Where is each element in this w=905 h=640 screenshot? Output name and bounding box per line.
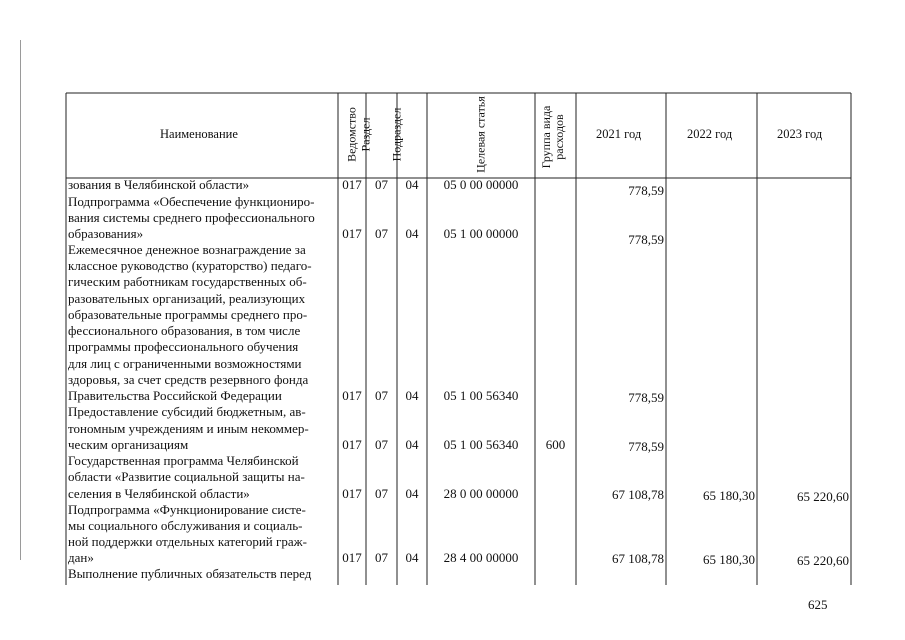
- cell-section: 07: [375, 388, 388, 403]
- name-line: здоровья, за счет средств резервного фонда: [68, 372, 309, 387]
- cell-target-item: 05 1 00 56340: [443, 388, 519, 403]
- cell-department: 017: [342, 550, 362, 565]
- cell-subsection: 04: [405, 388, 419, 403]
- cell-target-item: 05 0 00 00000: [443, 177, 519, 192]
- name-line: Выполнение публичных обязательств перед: [68, 566, 312, 581]
- cell-2023: 65 220,60: [797, 553, 849, 568]
- name-line: области «Развитие социальной защиты на-: [68, 469, 305, 484]
- cell-target-item: 28 4 00 00000: [443, 550, 519, 565]
- cell-target-item: 28 0 00 00000: [443, 486, 519, 501]
- cell-subsection: 04: [405, 550, 419, 565]
- header-section: Раздел: [358, 117, 373, 152]
- name-line: вания системы среднего профессионального: [68, 210, 315, 225]
- cell-subsection: 04: [405, 486, 419, 501]
- cell-department: 017: [342, 388, 362, 403]
- name-line: Предоставление субсидий бюджетным, ав-: [68, 404, 306, 419]
- name-line: Государственная программа Челябинской: [68, 453, 299, 468]
- name-line: Подпрограмма «Обеспечение функциониро-: [68, 194, 315, 209]
- name-line: фессионального образования, в том числе: [68, 323, 301, 338]
- name-line: для лиц с ограниченными возможностями: [68, 356, 302, 371]
- cell-target-item: 05 1 00 56340: [443, 437, 519, 452]
- header-expense-group: Группа вида расходов: [539, 105, 566, 169]
- name-line: ческим организациям: [68, 437, 189, 452]
- header-2023: 2023 год: [777, 127, 823, 141]
- cell-department: 017: [342, 437, 362, 452]
- name-line: зования в Челябинской области»: [68, 177, 250, 192]
- name-line: гическим работникам государственных об-: [68, 274, 307, 289]
- cell-department: 017: [342, 486, 362, 501]
- header-name: Наименование: [160, 127, 238, 141]
- name-line: образовательные программы среднего про-: [68, 307, 308, 322]
- name-line: разовательных организаций, реализующих: [68, 291, 306, 306]
- cell-2021: 778,59: [628, 183, 664, 198]
- name-line: ной поддержки отдельных категорий граж-: [68, 534, 307, 549]
- cell-section: 07: [375, 226, 388, 241]
- cell-section: 07: [375, 550, 388, 565]
- cell-department: 017: [342, 226, 362, 241]
- cell-expense-group: 600: [545, 437, 566, 452]
- header-department: Ведомство: [344, 107, 359, 162]
- name-line: Правительства Российской Федерации: [68, 388, 282, 403]
- cell-target-item: 05 1 00 00000: [443, 226, 519, 241]
- cell-subsection: 04: [405, 177, 419, 192]
- header-2022: 2022 год: [687, 127, 733, 141]
- header-target-item: Целевая статья: [473, 96, 488, 173]
- cell-2021: 67 108,78: [612, 487, 664, 502]
- cell-section: 07: [375, 177, 388, 192]
- cell-section: 07: [375, 486, 388, 501]
- cell-subsection: 04: [405, 437, 419, 452]
- cell-2022: 65 180,30: [703, 488, 755, 503]
- header-2021: 2021 год: [596, 127, 642, 141]
- name-line: дан»: [68, 550, 94, 565]
- cell-subsection: 04: [405, 226, 419, 241]
- cell-department: 017: [342, 177, 362, 192]
- name-line: Ежемесячное денежное вознаграждение за: [68, 242, 306, 257]
- name-line: классное руководство (кураторство) педаго-: [68, 258, 312, 273]
- name-line: мы социального обслуживания и социаль-: [68, 518, 303, 533]
- cell-2021: 67 108,78: [612, 551, 664, 566]
- name-line: Подпрограмма «Функционирование систе-: [68, 502, 306, 517]
- cell-2021: 778,59: [628, 439, 664, 454]
- cell-2022: 65 180,30: [703, 552, 755, 567]
- cell-section: 07: [375, 437, 388, 452]
- header-subsection: Подраздел: [389, 107, 404, 162]
- name-line: программы профессионального обучения: [68, 339, 299, 354]
- name-line: селения в Челябинской области»: [68, 486, 250, 501]
- page-number: 625: [808, 597, 828, 612]
- name-line: тономным учреждениям и иным некоммер-: [68, 421, 309, 436]
- cell-2021: 778,59: [628, 390, 664, 405]
- name-line: образования»: [68, 226, 144, 241]
- cell-2021: 778,59: [628, 232, 664, 247]
- cell-2023: 65 220,60: [797, 489, 849, 504]
